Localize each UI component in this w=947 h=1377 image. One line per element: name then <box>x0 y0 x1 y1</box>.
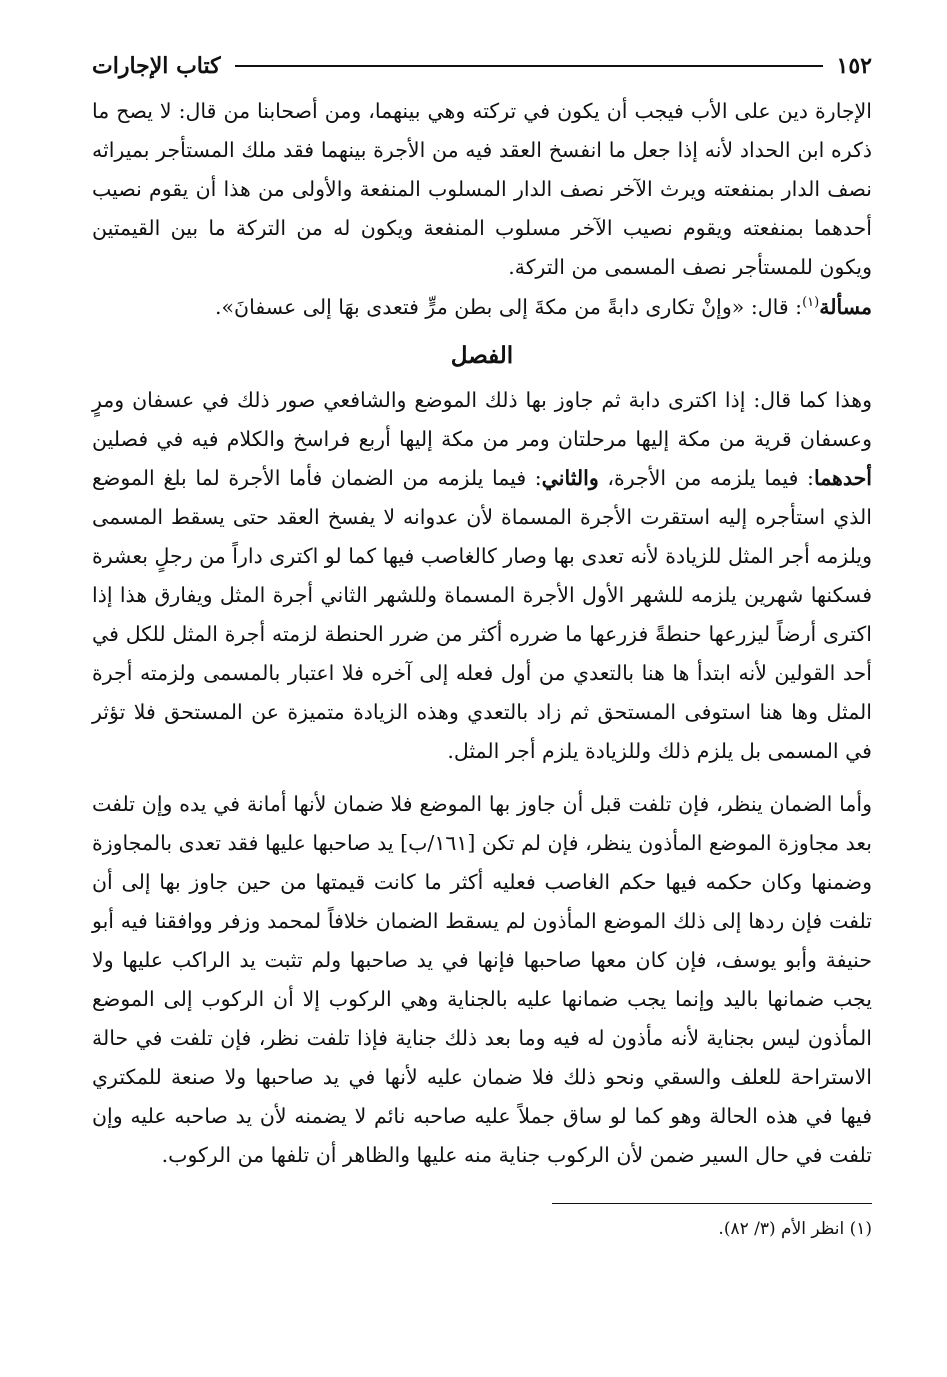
issue-line <box>92 287 872 327</box>
paragraph-1: الإجارة دين على الأب فيجب أن يكون في تركته وهي بينهما، ومن أصحابنا من قال: لا يصح ما ذكره ابن الحداد لأنه إذا جعل ما انفسخ العقد فيه من الأجرة بينهما فقد ملك المستأجر بميراثه نصف الدار بمنفعته ويرث الآخر نصف الدار المسلوب المنفعة والأولى من هذا أن يقوم نصيب أحدهما بمنفعته ويقوم نصيب الآخر مسلوب المنفعة ويكون له من التركة ما بين القيمتين ويكون للمستأجر نصف المسمى من التركة. <box>92 99 872 279</box>
paragraph-2 <box>92 381 872 771</box>
first-point-label: أحدهما <box>813 466 872 490</box>
footnote: (١) انظر الأم (٣/ ٨٢). <box>718 1219 872 1239</box>
paragraph-2-part-2: : فيما يلزمه من الأجرة، <box>598 466 814 490</box>
issue-label: مسألة <box>819 295 872 319</box>
section-heading: الفصل <box>450 342 514 369</box>
header-rule <box>235 65 823 67</box>
issue-text: : قال: «وإنْ تكارى دابةً من مكةَ إلى بطن مرٍّ فتعدى بهَا إلى عسفانَ». <box>215 295 803 319</box>
paragraph-2-part-3: : فيما يلزمه من الضمان فأما الأجرة لما بلغ الموضع الذي استأجره إليه استقرت الأجرة المسماة لأن عدوانه لا يفسخ العقد حتى يسقط المسمى ويلزمه أجر المثل للزيادة لأنه تعدى بها وصار كالغاصب فيها كما لو اكترى داراً من رجلٍ بعشرة فسكنها شهرين يلزمه للشهر الأول الأجرة المسماة وللشهر الثاني أجرة المثل ويفارق هذا إذا اكترى أرضاً ليزرعها حنطةً فزرعها ما ضرره أكثر من ضرر الحنطة لزمته أجرة المثل للكل في أحد القولين لأنه ابتدأ ها هنا بالتعدي من أول فعله إلى آخره فلا اعتبار بالمسمى ولزمته أجرة المثل وها هنا استوفى المستحق ثم زاد بالتعدي وهذه الزيادة متميزة عن المستحق فلا تؤثر في المسمى بل يلزم ذلك وللزيادة يلزم أجر المثل. <box>92 466 872 763</box>
paragraph-3: وأما الضمان ينظر، فإن تلفت قبل أن جاوز بها الموضع فلا ضمان لأنها أمانة في يده وإن تلفت بعد مجاوزة الموضع المأذون ينظر، فإن لم تكن [١٦١/ب] يد صاحبها عليها فقد تعدى بالمجاوزة وضمنها وكان حكمه فيها حكم الغاصب فعليه أكثر ما كانت قيمتها من حين جاوز بها إلى أن تلفت فإن ردها إلى ذلك الموضع المأذون لم يسقط الضمان خلافاً لمحمد وزفر ووافقنا فيه أبو حنيفة وأبو يوسف، فإن كان معها صاحبها فإنها في يد صاحبها ولم تثبت يد الراكب عليها ولا يجب ضمانها باليد وإنما يجب ضمانها عليه بالجناية وهي الركوب إلا أن الركوب إلى الموضع المأذون ليس بجناية لأنه مأذون له فيه وما بعد ذلك جناية فإذا تلفت نظر، فإن تلفت في حالة الاستراحة للعلف والسقي ونحو ذلك فلا ضمان عليه لأنها في يد صاحبها ولا صنعة للمكتري فيها في هذه الحالة وهو كما لو ساق جملاً عليه صاحبه نائم لا يضمنه لأن يد صاحبه عليه وإن تلفت في حال السير ضمن لأن الركوب جناية منه عليها والظاهر أن تلفها من الركوب. <box>92 792 872 1167</box>
page-header <box>92 40 872 92</box>
footnote-separator <box>552 1203 872 1204</box>
second-point-label: والثاني <box>541 466 599 490</box>
paragraph-2-part-1: وهذا كما قال: إذا اكترى دابة ثم جاوز بها ذلك الموضع والشافعي صور ذلك في عسفان ومرٍ وعسفان قرية من مكة إليها مرحلتان ومر من مكة إليها أربع فراسخ والكلام فيه في فصلين <box>92 388 872 451</box>
page-number: ١٥٢ <box>836 53 872 79</box>
paragraph-spacer <box>92 771 872 785</box>
footnote-reference: (١) <box>802 295 820 311</box>
book-title: كتاب الإجارات <box>92 53 221 79</box>
document-page <box>92 40 872 1246</box>
